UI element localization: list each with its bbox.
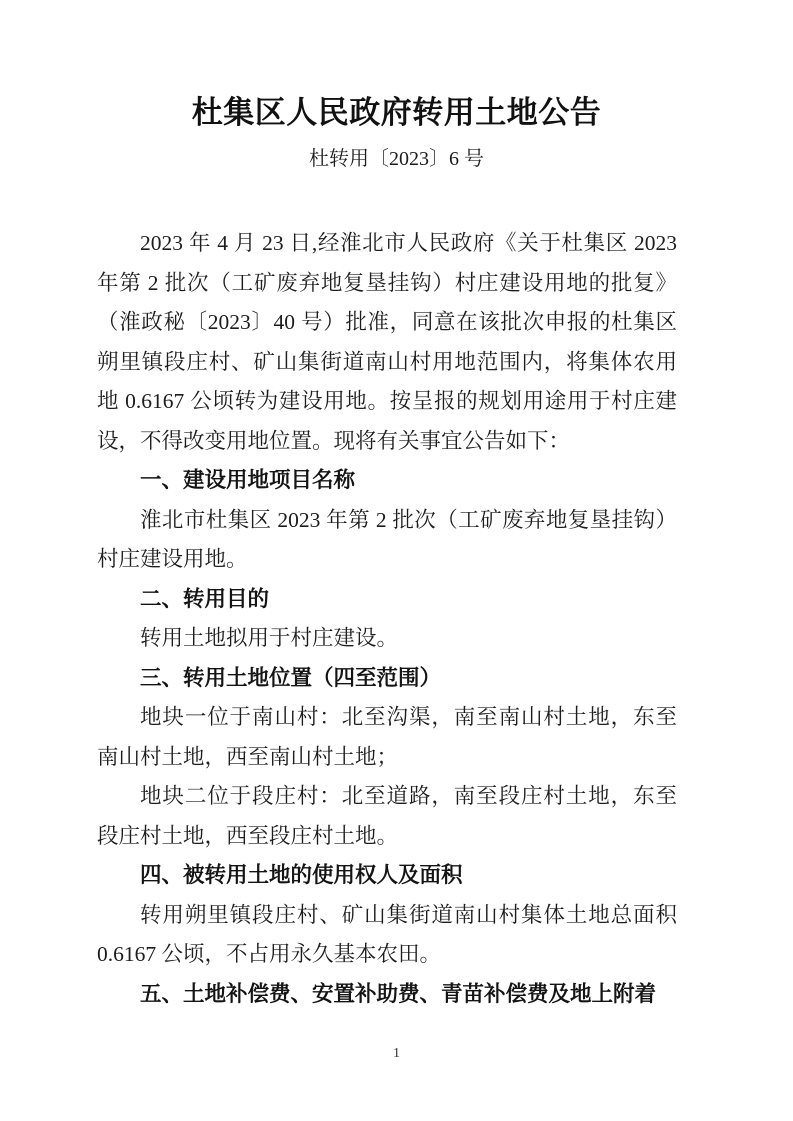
doc-title: 杜集区人民政府转用土地公告 [191,95,602,130]
doc-number: 杜转用〔2023〕6 号 [309,148,484,170]
page-number: 1 [393,1046,400,1061]
paragraph-project-name: 淮北市杜集区 2023 年第 2 批次（工矿废弃地复垦挂钩）村庄建设用地。 [97,507,677,571]
paragraph-parcel-2: 地块二位于段庄村：北至道路，南至段庄村土地，东至段庄村土地，西至段庄村土地。 [97,784,677,848]
section-heading-5: 五、土地补偿费、安置补助费、青苗补偿费及地上附着 [140,981,657,1006]
section-heading-3: 三、转用土地位置（四至范围） [140,665,442,690]
paragraph-parcel-1: 地块一位于南山村：北至沟渠，南至南山村土地，东至南山村土地，西至南山村土地； [97,705,677,769]
paragraph-purpose: 转用土地拟用于村庄建设。 [140,626,399,650]
paragraph-intro: 2023 年 4 月 23 日,经淮北市人民政府《关于杜集区 2023 年第 2 批次（工矿废弃地复垦挂钩）村庄建设用地的批复》（淮政秘〔2023〕40 号）批准，同意在该批次申报的杜集区朔里镇段庄村、矿山集街道南山村用地范围内，将集体农用地 0.6167 公顷转为建设用地。按呈报的规划用途用于村庄建设，不得改变用地位置。现将有关事宜公告如下： [97,231,677,453]
section-heading-4: 四、被转用土地的使用权人及面积 [140,863,463,887]
doc-body [97,224,677,1014]
paragraph-area: 转用朔里镇段庄村、矿山集街道南山村集体土地总面积 0.6167 公顷，不占用永久基本农田。 [97,902,677,966]
section-heading-2: 二、转用目的 [140,586,270,611]
section-heading-1: 一、建设用地项目名称 [140,468,356,492]
